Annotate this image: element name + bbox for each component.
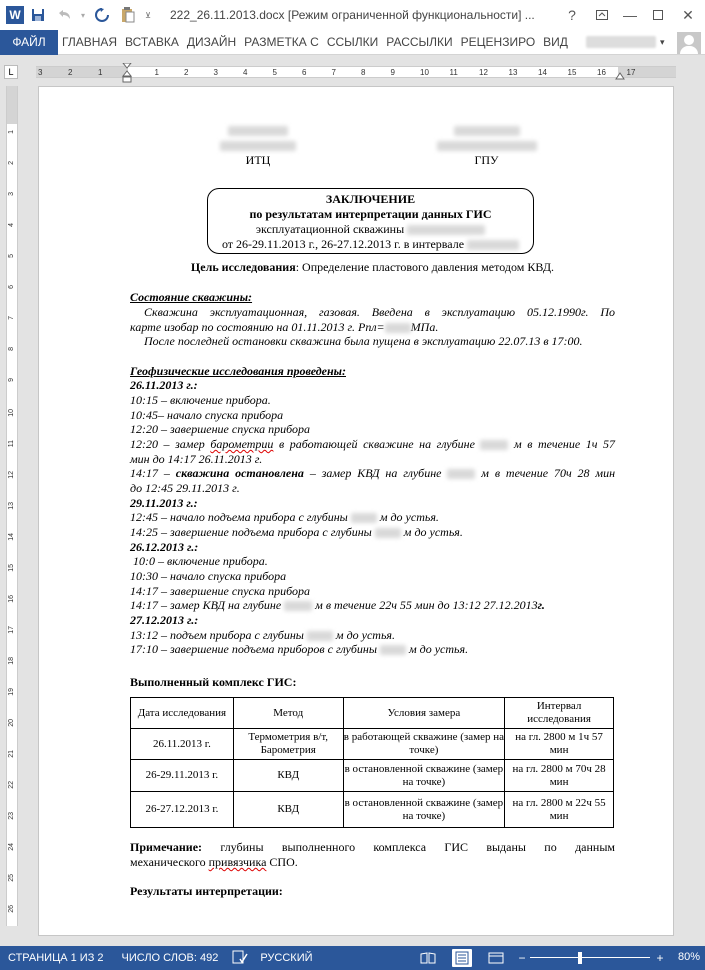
tab-mailings[interactable]: РАССЫЛКИ [386, 35, 453, 49]
quick-access-toolbar [0, 0, 154, 30]
event-line: 14:25 – завершение подъема прибора с глубины м до устья. [130, 525, 463, 539]
ruler-area [0, 56, 705, 86]
ruler-tick: 25 [8, 874, 15, 882]
table-cell: в остановленной скважине (замер на точке) [343, 792, 505, 828]
ruler-tick: 15 [8, 564, 15, 572]
event-line: 10:0 – включение прибора. [130, 554, 268, 568]
table-cell: в работающей скважине (замер на точке) [343, 729, 505, 760]
ruler-tick: 5 [272, 68, 277, 77]
state-line-2: карте изобар по состоянию на 01.11.2013 г. Рпл= МПа. [130, 320, 439, 334]
horizontal-ruler[interactable] [36, 66, 676, 78]
ruler-tick: 1 [154, 68, 159, 77]
ruler-tick: 18 [8, 657, 15, 665]
table-cell: на гл. 2800 м 1ч 57 мин [505, 729, 614, 760]
table-header-row [131, 698, 614, 729]
ruler-tick: 2 [184, 68, 189, 77]
date-29-11: 29.11.2013 г.: [130, 496, 198, 510]
state-line-1: Скважина эксплуатационная, газовая. Введена в эксплуатацию 05.12.1990г. По [144, 305, 615, 319]
event-line: 12:20 – замер барометрии в работающей скважине на глубине м в течение 1ч 57 [130, 437, 616, 451]
tab-selector-icon[interactable]: L [4, 65, 18, 79]
ruler-tick: 4 [8, 223, 15, 227]
vertical-ruler[interactable] [6, 86, 18, 926]
table-cell: в остановленной скважине (замер на точке) [343, 760, 505, 792]
table-row [131, 792, 614, 828]
conclusion-box [207, 188, 534, 254]
event-line: 10:45– начало спуска прибора [130, 408, 284, 422]
ruler-tick: 5 [8, 254, 15, 258]
right-indent-marker-icon[interactable] [615, 72, 625, 80]
ruler-tick: 16 [8, 595, 15, 603]
language[interactable]: РУССКИЙ [260, 952, 313, 964]
read-mode-icon[interactable] [418, 949, 438, 967]
table-cell: на гл. 2800 м 70ч 28 мин [505, 760, 614, 792]
ruler-tick: 2 [68, 68, 73, 77]
customize-toolbar-icon[interactable]: ⊻ [145, 10, 151, 20]
minimize-button[interactable]: — [623, 7, 637, 23]
document-page[interactable] [38, 86, 674, 936]
ruler-tick: 22 [8, 781, 15, 789]
word-app-icon[interactable]: W [6, 6, 24, 24]
org-right-label: ГПУ [474, 153, 499, 167]
paste-icon[interactable] [116, 3, 140, 27]
avatar[interactable] [677, 32, 701, 54]
tab-home[interactable]: ГЛАВНАЯ [62, 35, 118, 49]
restore-icon[interactable] [644, 0, 672, 30]
redacted-text [220, 141, 296, 151]
ruler-tick: 6 [8, 285, 15, 289]
table-cell: на гл. 2800 м 22ч 55 мин [505, 792, 614, 828]
ruler-tick: 1 [98, 68, 103, 77]
ruler-tick: 12 [479, 68, 488, 77]
ribbon-display-options-icon[interactable] [588, 0, 616, 30]
ruler-tick: 3 [38, 68, 43, 77]
tab-view[interactable]: ВИД [543, 35, 568, 49]
results-heading: Результаты интерпретации: [130, 884, 283, 898]
table-row [131, 729, 614, 760]
ruler-tick: 17 [8, 626, 15, 634]
geo-heading: Геофизические исследования проведены: [130, 364, 346, 378]
ruler-tick: 4 [243, 68, 248, 77]
complex-heading: Выполненный комплекс ГИС: [130, 675, 297, 689]
tab-design[interactable]: ДИЗАЙН [186, 35, 237, 49]
event-line: 10:30 – начало спуска прибора [130, 569, 287, 583]
table-cell: 26-29.11.2013 г. [131, 760, 234, 792]
zoom-level[interactable]: 80% [678, 951, 701, 963]
ruler-tick: 24 [8, 843, 15, 851]
ruler-tick: 8 [361, 68, 366, 77]
help-button[interactable]: ? [568, 7, 576, 23]
document-title: 222_26.11.2013.docx [Режим ограниченной функциональности] ... [170, 8, 535, 22]
title-bar [0, 0, 705, 30]
date-27-12: 27.12.2013 г.: [130, 613, 199, 627]
state-heading: Состояние скважины: [130, 290, 253, 304]
ruler-tick: 20 [8, 719, 15, 727]
zoom-slider-track[interactable] [530, 957, 650, 958]
web-layout-icon[interactable] [486, 949, 506, 967]
redacted-text [454, 126, 520, 136]
zoom-out-button[interactable]: − [518, 951, 526, 965]
ruler-tick: 13 [8, 502, 15, 510]
proofing-icon[interactable] [232, 950, 248, 967]
event-line: 10:15 – включение прибора. [130, 393, 271, 407]
org-left-label: ИТЦ [245, 153, 271, 167]
table-header: Интервал исследования [505, 698, 614, 729]
ruler-tick: 26 [8, 905, 15, 913]
tab-review[interactable]: РЕЦЕНЗИРО [460, 35, 536, 49]
event-line: до 12:45 29.11.2013 г. [130, 481, 240, 495]
undo-dropdown-icon[interactable]: ▾ [80, 10, 85, 20]
ruler-tick: 15 [567, 68, 577, 77]
table-header: Дата исследования [131, 698, 234, 729]
ruler-tick: 9 [8, 378, 15, 382]
table-cell: 26.11.2013 г. [131, 729, 234, 760]
ruler-tick: 9 [390, 68, 395, 77]
tab-references[interactable]: ССЫЛКИ [326, 35, 379, 49]
state-line-3: После последней остановки скважина была пущена в эксплуатацию 22.07.13 в 17:00. [144, 334, 583, 348]
event-line: 12:20 – завершение спуска прибора [130, 422, 311, 436]
note-line-1: Примечание: глубины выполненного комплекса ГИС выданы по данным [130, 840, 615, 854]
org-right-header [434, 123, 539, 168]
date-26-11: 26.11.2013 г.: [130, 378, 198, 392]
ruler-tick: 21 [8, 750, 15, 758]
ruler-tick: 10 [420, 68, 429, 77]
undo-icon[interactable] [52, 3, 76, 27]
table-cell: КВД [233, 760, 343, 792]
close-button[interactable]: ✕ [682, 6, 694, 23]
ruler-tick: 7 [331, 68, 336, 77]
redacted-text [228, 126, 288, 136]
ruler-tick: 23 [8, 812, 15, 820]
ruler-tick: 7 [8, 316, 15, 320]
tab-file[interactable]: ФАЙЛ [0, 30, 58, 55]
goal-line: Цель исследования: Определение пластового давления методом КВД. [190, 260, 555, 274]
user-name[interactable] [586, 36, 656, 48]
conclusion-subtitle: по результатам интерпретации данных ГИС [249, 207, 492, 221]
ruler-tick: 8 [8, 347, 15, 351]
conclusion-well: эксплуатационной скважины [208, 222, 533, 237]
table-row [131, 760, 614, 792]
tab-insert[interactable]: ВСТАВКА [125, 35, 179, 49]
ruler-tick: 10 [8, 409, 15, 417]
page-count[interactable]: СТРАНИЦА 1 ИЗ 2 [8, 952, 104, 964]
table-cell: КВД [233, 792, 343, 828]
zoom-slider-thumb[interactable] [578, 952, 582, 964]
indent-marker-icon[interactable] [122, 63, 132, 83]
event-line: мин до 14:17 26.11.2013 г. [130, 452, 263, 466]
word-count[interactable]: ЧИСЛО СЛОВ: 492 [121, 952, 219, 964]
event-line: 14:17 – замер КВД на глубине м в течение 22ч 55 мин до 13:12 27.12.2013г. [130, 598, 545, 612]
table-cell: 26-27.12.2013 г. [131, 792, 234, 828]
ruler-tick: 1 [8, 130, 15, 134]
status-bar [0, 946, 705, 970]
table-cell: Термометрия в/т, Барометрия [233, 729, 343, 760]
tab-layout[interactable]: РАЗМЕТКА С [244, 35, 319, 49]
ruler-tick: 16 [597, 68, 606, 77]
account-dropdown-icon[interactable]: ▾ [659, 36, 665, 47]
print-layout-icon[interactable] [452, 949, 472, 967]
top-margin-region [7, 86, 17, 124]
redacted-text [437, 141, 537, 151]
left-margin-region [36, 67, 128, 77]
note-line-2: механического привязчика СПО. [130, 855, 298, 869]
conclusion-title: ЗАКЛЮЧЕНИЕ [325, 192, 416, 206]
ruler-tick: 19 [8, 688, 15, 696]
event-line: 12:45 – начало подъема прибора с глубины м до устья. [130, 510, 439, 524]
ruler-tick: 14 [538, 68, 547, 77]
event-line: 13:12 – подъем прибора с глубины м до устья. [130, 628, 395, 642]
zoom-in-button[interactable]: + [656, 951, 664, 965]
ruler-tick: 13 [508, 68, 518, 77]
ribbon-tabs [0, 30, 705, 55]
event-line: 17:10 – завершение подъема приборов с глубины м до устья. [130, 642, 469, 656]
redo-icon[interactable] [90, 3, 114, 27]
table-header: Метод [233, 698, 343, 729]
date-26-12: 26.12.2013 г.: [130, 540, 199, 554]
event-line: 14:17 – скважина остановлена – замер КВД на глубине м в течение 70ч 28 мин [130, 466, 616, 480]
save-icon[interactable] [26, 3, 50, 27]
gis-table [130, 697, 614, 828]
ruler-tick: 11 [449, 68, 458, 77]
table-header: Условия замера [343, 698, 505, 729]
ruler-tick: 3 [213, 68, 218, 77]
conclusion-dates: от 26-29.11.2013 г., 26-27.12.2013 г. в интервале [208, 237, 533, 252]
ruler-tick: 14 [8, 533, 15, 541]
event-line: 14:17 – завершение спуска прибора [130, 584, 311, 598]
ruler-tick: 2 [8, 161, 15, 165]
ruler-tick: 17 [626, 68, 636, 77]
org-left-header [217, 123, 299, 168]
ruler-tick: 12 [8, 471, 15, 479]
ruler-tick: 3 [8, 192, 15, 196]
ruler-tick: 11 [8, 440, 15, 448]
ruler-tick: 6 [302, 68, 307, 77]
